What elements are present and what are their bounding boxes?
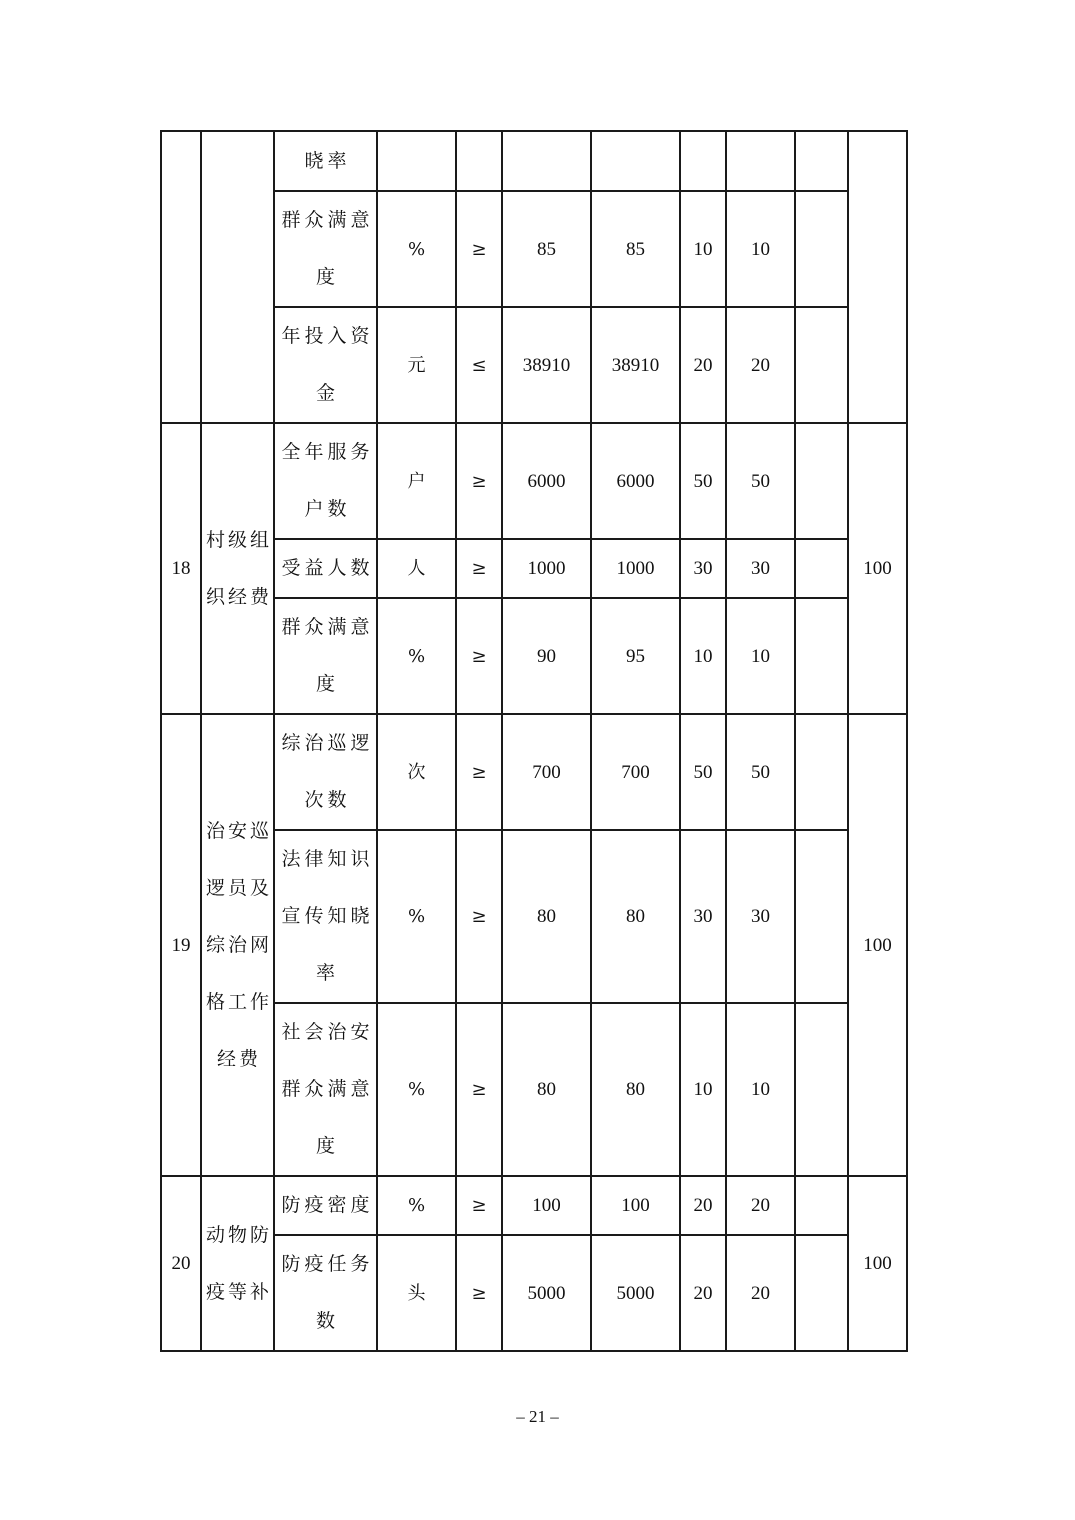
remark-cell <box>795 191 848 307</box>
actual-value-cell <box>591 131 680 191</box>
remark-cell <box>795 714 848 830</box>
weight-cell <box>680 131 726 191</box>
indicator-name-cell: 群众满意度 <box>274 598 377 714</box>
total-score-cell <box>848 131 907 423</box>
indicator-name-cell: 群众满意度 <box>274 191 377 307</box>
target-value-cell: 5000 <box>502 1235 591 1351</box>
weight-cell: 10 <box>680 191 726 307</box>
target-value-cell: 38910 <box>502 307 591 423</box>
table-row <box>161 423 907 539</box>
unit-cell: 人 <box>377 539 456 598</box>
remark-cell <box>795 131 848 191</box>
actual-value-cell: 100 <box>591 1176 680 1235</box>
unit-cell <box>377 131 456 191</box>
weight-cell: 20 <box>680 1176 726 1235</box>
actual-value-cell: 5000 <box>591 1235 680 1351</box>
row-number-cell: 18 <box>161 423 201 714</box>
project-name-cell: 村级组织经费 <box>201 423 274 714</box>
target-value-cell: 700 <box>502 714 591 830</box>
comparison-operator-cell: ≤ <box>456 307 502 423</box>
comparison-operator-cell: ≥ <box>456 423 502 539</box>
target-value-cell: 90 <box>502 598 591 714</box>
weight-cell: 30 <box>680 539 726 598</box>
score-cell: 10 <box>726 191 795 307</box>
indicator-name-cell: 防疫任务数 <box>274 1235 377 1351</box>
indicator-name-cell: 年投入资金 <box>274 307 377 423</box>
remark-cell <box>795 1176 848 1235</box>
weight-cell: 10 <box>680 1003 726 1176</box>
unit-cell: % <box>377 1176 456 1235</box>
unit-cell: 次 <box>377 714 456 830</box>
comparison-operator-cell: ≥ <box>456 1176 502 1235</box>
remark-cell <box>795 598 848 714</box>
row-number-cell: 19 <box>161 714 201 1176</box>
unit-cell: % <box>377 1003 456 1176</box>
unit-cell: % <box>377 598 456 714</box>
performance-indicator-table <box>160 130 908 1352</box>
comparison-operator-cell: ≥ <box>456 714 502 830</box>
target-value-cell: 85 <box>502 191 591 307</box>
actual-value-cell: 1000 <box>591 539 680 598</box>
indicator-name-cell: 全年服务户数 <box>274 423 377 539</box>
weight-cell: 30 <box>680 830 726 1003</box>
target-value-cell <box>502 131 591 191</box>
score-cell: 10 <box>726 598 795 714</box>
comparison-operator-cell: ≥ <box>456 598 502 714</box>
comparison-operator-cell: ≥ <box>456 830 502 1003</box>
indicator-name-cell: 法律知识宣传知晓率 <box>274 830 377 1003</box>
comparison-operator-cell: ≥ <box>456 1235 502 1351</box>
total-score-cell: 100 <box>848 714 907 1176</box>
remark-cell <box>795 423 848 539</box>
weight-cell: 20 <box>680 1235 726 1351</box>
remark-cell <box>795 830 848 1003</box>
weight-cell: 20 <box>680 307 726 423</box>
row-number-cell: 20 <box>161 1176 201 1351</box>
indicator-name-cell: 综治巡逻次数 <box>274 714 377 830</box>
score-cell: 30 <box>726 830 795 1003</box>
table-row <box>161 131 907 191</box>
unit-cell: % <box>377 830 456 1003</box>
actual-value-cell: 80 <box>591 1003 680 1176</box>
score-cell: 20 <box>726 307 795 423</box>
remark-cell <box>795 307 848 423</box>
unit-cell: 户 <box>377 423 456 539</box>
target-value-cell: 100 <box>502 1176 591 1235</box>
target-value-cell: 80 <box>502 1003 591 1176</box>
actual-value-cell: 6000 <box>591 423 680 539</box>
actual-value-cell: 80 <box>591 830 680 1003</box>
page-number: – 21 – <box>516 1407 559 1426</box>
actual-value-cell: 38910 <box>591 307 680 423</box>
remark-cell <box>795 1235 848 1351</box>
comparison-operator-cell <box>456 131 502 191</box>
total-score-cell: 100 <box>848 423 907 714</box>
actual-value-cell: 85 <box>591 191 680 307</box>
score-cell <box>726 131 795 191</box>
project-name-cell: 治安巡逻员及综治网格工作经费 <box>201 714 274 1176</box>
row-number-cell <box>161 131 201 423</box>
weight-cell: 50 <box>680 714 726 830</box>
remark-cell <box>795 539 848 598</box>
weight-cell: 10 <box>680 598 726 714</box>
remark-cell <box>795 1003 848 1176</box>
unit-cell: 头 <box>377 1235 456 1351</box>
score-cell: 30 <box>726 539 795 598</box>
indicator-name-cell: 社会治安群众满意度 <box>274 1003 377 1176</box>
score-cell: 50 <box>726 423 795 539</box>
unit-cell: % <box>377 191 456 307</box>
actual-value-cell: 700 <box>591 714 680 830</box>
target-value-cell: 6000 <box>502 423 591 539</box>
indicator-name-cell: 晓率 <box>274 131 377 191</box>
indicator-name-cell: 防疫密度 <box>274 1176 377 1235</box>
table-row <box>161 1176 907 1235</box>
target-value-cell: 1000 <box>502 539 591 598</box>
comparison-operator-cell: ≥ <box>456 191 502 307</box>
comparison-operator-cell: ≥ <box>456 1003 502 1176</box>
indicator-name-cell: 受益人数 <box>274 539 377 598</box>
comparison-operator-cell: ≥ <box>456 539 502 598</box>
actual-value-cell: 95 <box>591 598 680 714</box>
score-cell: 10 <box>726 1003 795 1176</box>
unit-cell: 元 <box>377 307 456 423</box>
table-row <box>161 714 907 830</box>
target-value-cell: 80 <box>502 830 591 1003</box>
project-name-cell <box>201 131 274 423</box>
score-cell: 20 <box>726 1235 795 1351</box>
project-name-cell: 动物防疫等补 <box>201 1176 274 1351</box>
weight-cell: 50 <box>680 423 726 539</box>
score-cell: 50 <box>726 714 795 830</box>
score-cell: 20 <box>726 1176 795 1235</box>
total-score-cell: 100 <box>848 1176 907 1351</box>
